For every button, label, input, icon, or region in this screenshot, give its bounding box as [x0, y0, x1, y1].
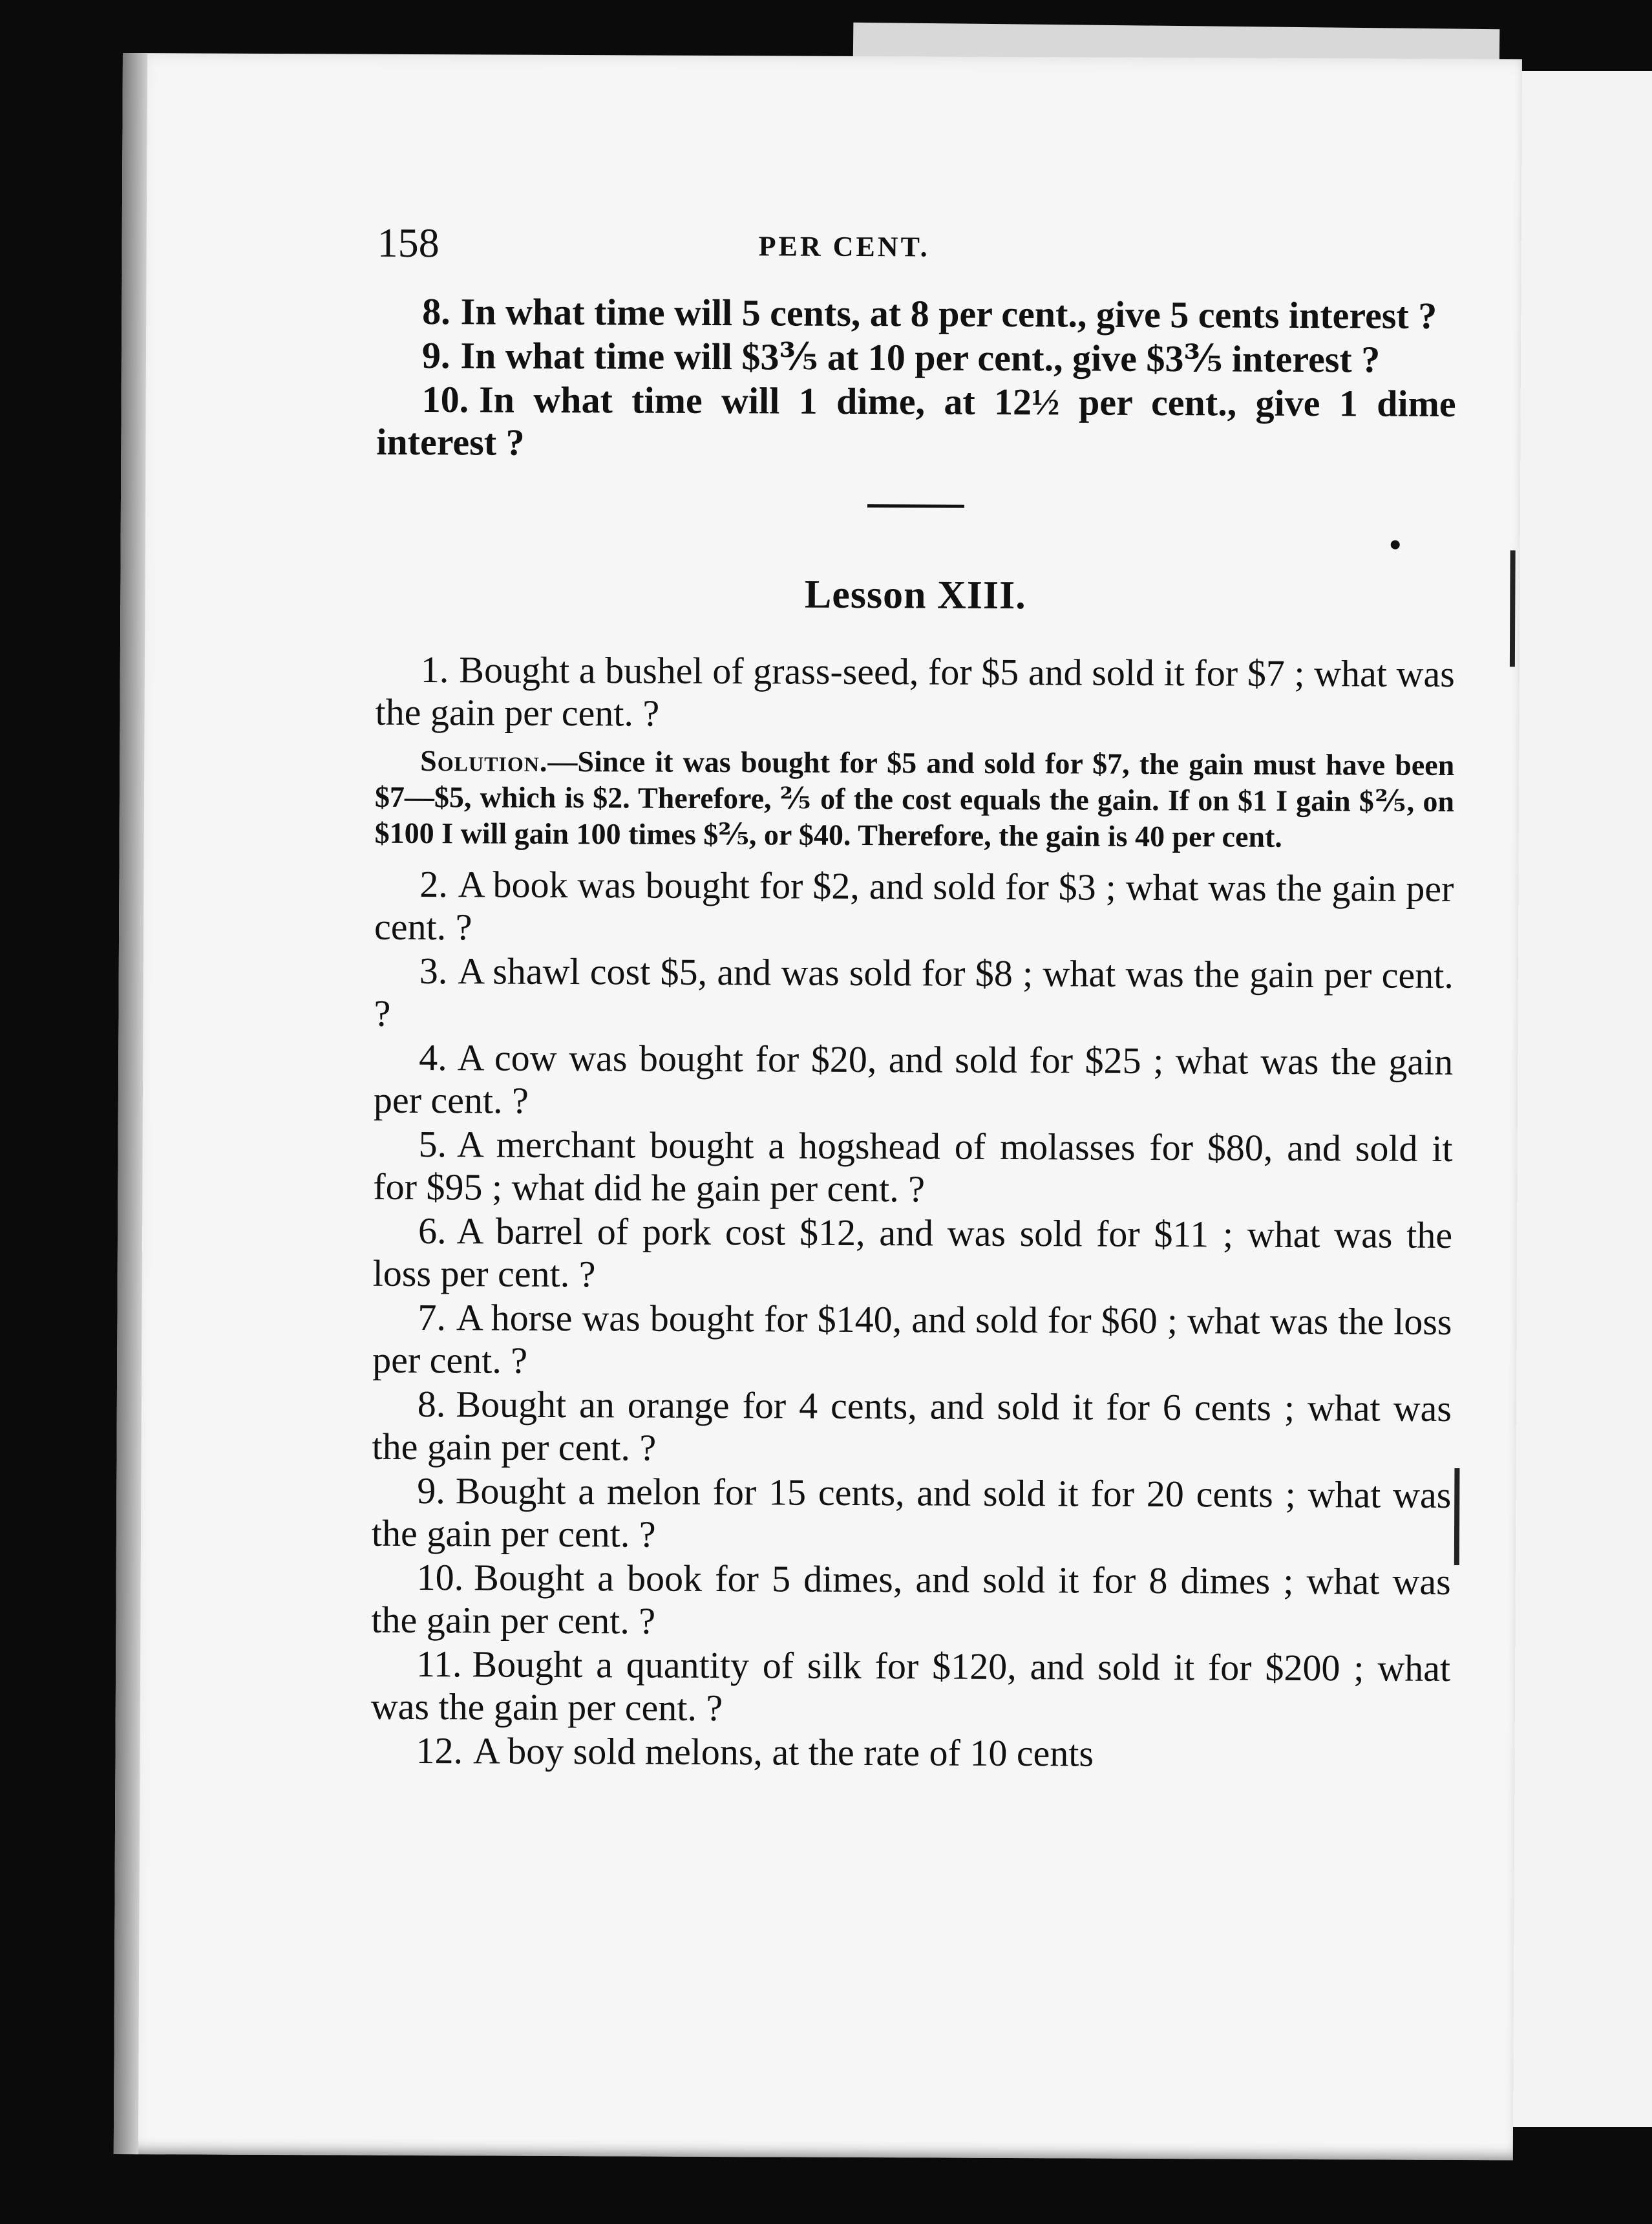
question-number: 8. — [422, 290, 450, 333]
lesson-question-7 — [372, 1296, 1452, 1386]
lesson-question-5 — [373, 1123, 1453, 1213]
lesson-question-12 — [370, 1729, 1450, 1777]
question-number: 2. — [419, 863, 449, 906]
question-number: 9. — [417, 1470, 445, 1512]
question-number: 1. — [420, 648, 449, 691]
question-text: Bought a melon for 15 cents, and sold it for 20 cents ; what was the gain per cent. ? — [371, 1470, 1452, 1556]
question-text: A shawl cost $5, and was sold for $8 ; what was the gain per cent. ? — [374, 950, 1454, 1034]
question-text: A cow was bought for $20, and sold for $25 ; what was the gain per cent. ? — [373, 1036, 1454, 1122]
question-text: Bought a bushel of grass-seed, for $5 and sold it for $7 ; what was the gain per cent. ? — [375, 648, 1455, 734]
running-head: PER CENT. — [758, 230, 930, 263]
question-text: In what time will $3⅗ at 10 per cent., give $3⅗ interest ? — [460, 334, 1381, 381]
ink-speck — [1391, 540, 1400, 550]
lesson-question-6 — [373, 1210, 1453, 1299]
question-number: 5. — [418, 1123, 447, 1166]
lesson-question-2 — [374, 863, 1454, 953]
question-text: In what time will 5 cents, at 8 per cent., give 5 cents interest ? — [460, 290, 1437, 337]
question-number: 10. — [416, 1556, 464, 1599]
question-text: A barrel of pork cost $12, and was sold for $11 ; what was the loss per cent. ? — [372, 1210, 1453, 1296]
question-text: A merchant bought a hogshead of molasses for $80, and sold it for $95 ; what did he gain per cent. ? — [373, 1123, 1453, 1210]
lesson-question-10 — [371, 1556, 1451, 1646]
question-number: 11. — [416, 1643, 462, 1685]
previous-question-9 — [377, 334, 1456, 381]
question-text: Bought a book for 5 dimes, and sold it for 8 dimes ; what was the gain per cent. ? — [371, 1556, 1451, 1642]
question-number: 7. — [418, 1296, 447, 1339]
question-text: Bought a quantity of silk for $120, and sold it for $200 ; what was the gain per cent. ? — [370, 1643, 1451, 1729]
question-number: 4. — [419, 1036, 447, 1079]
question-text: In what time will 1 dime, at 12½ per cent., give 1 dime interest ? — [376, 378, 1456, 464]
question-number: 9. — [421, 334, 450, 377]
question-number: 3. — [419, 950, 448, 992]
solution-paragraph — [375, 743, 1455, 856]
question-text: Bought an orange for 4 cents, and sold it for 6 cents ; what was the gain per cent. ? — [372, 1383, 1452, 1469]
solution-text: —Since it was bought for $5 and sold for $7, the gain must have been $7—$5, which is $2. Therefore, ⅖ of the cost equals the gain. If on $1 I gain $⅖, on $100 I will gain 100 times $⅖, or $40. Therefore, the gain is 40 per cent. — [374, 744, 1455, 853]
question-text: A boy sold melons, at the rate of 10 cents — [472, 1729, 1094, 1775]
question-number: 12. — [416, 1729, 463, 1772]
previous-question-10 — [376, 378, 1456, 468]
lesson-question-8 — [372, 1383, 1452, 1473]
lesson-question-3 — [374, 950, 1454, 1040]
question-number: 6. — [418, 1210, 447, 1252]
question-text: A book was bought for $2, and sold for $3 ; what was the gain per cent. ? — [374, 863, 1454, 948]
page-header — [377, 219, 1456, 295]
lesson-question-4 — [374, 1036, 1454, 1126]
question-number: 10. — [421, 378, 469, 421]
lesson-question-11 — [371, 1643, 1451, 1733]
page-number: 158 — [377, 219, 439, 266]
lesson-title: Lesson XIII. — [804, 572, 1026, 618]
page-gutter-shadow — [114, 53, 147, 2154]
lesson-question-9 — [372, 1470, 1452, 1559]
scan-mark — [1510, 550, 1516, 667]
previous-question-8 — [377, 290, 1456, 337]
question-number: 8. — [417, 1383, 446, 1426]
adjacent-page-edge — [1506, 71, 1652, 2127]
scan-mark — [1454, 1468, 1460, 1565]
page-content — [370, 219, 1456, 1778]
section-divider — [867, 504, 964, 508]
solution-label: Solution. — [420, 744, 548, 778]
question-text: A horse was bought for $140, and sold for $60 ; what was the loss per cent. ? — [372, 1296, 1452, 1382]
book-page — [114, 53, 1522, 2160]
lesson-question-1 — [375, 648, 1455, 738]
